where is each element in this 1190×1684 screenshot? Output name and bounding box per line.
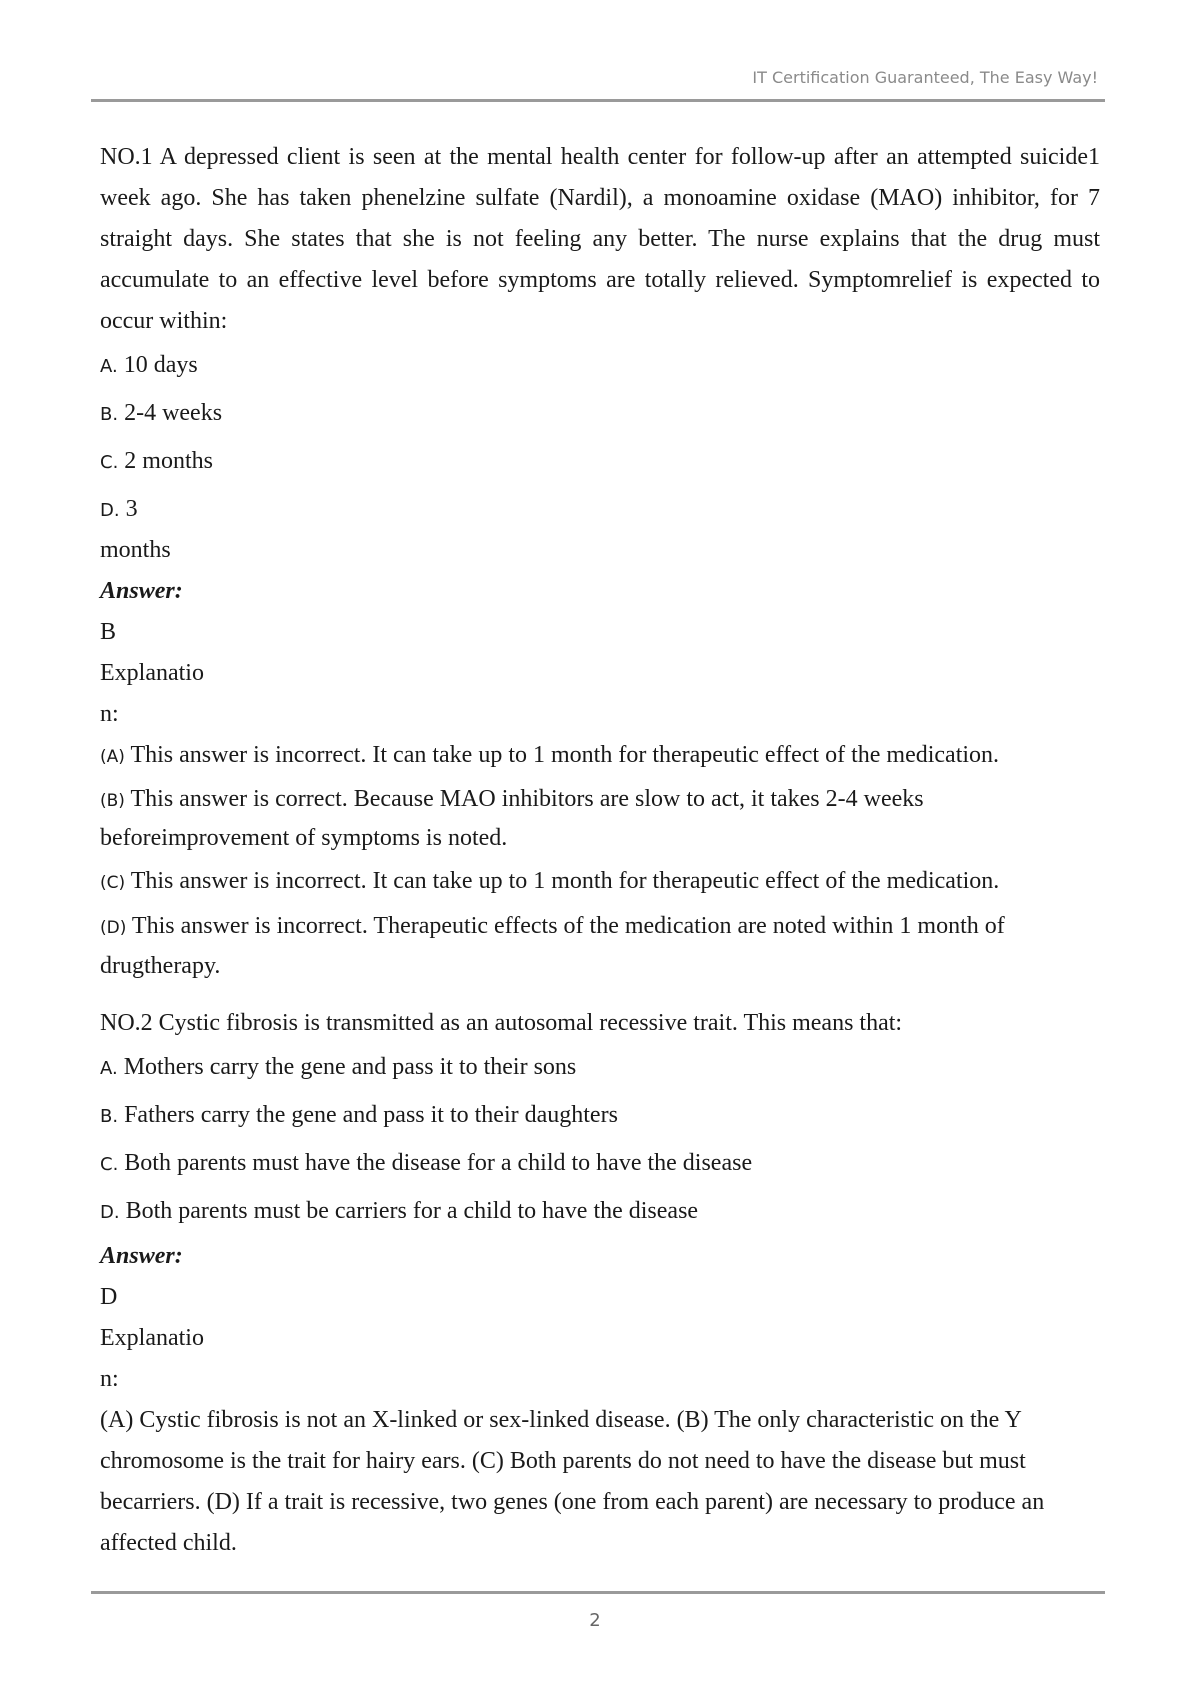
option-text: Both parents must have the disease for a child to have the disease — [118, 1150, 753, 1176]
question-1-option-d-continued: months — [100, 537, 171, 563]
question-1-explanation-label: Explanatio — [100, 660, 204, 686]
question-2-answer: D — [100, 1284, 118, 1310]
question-1-option-a — [100, 342, 1100, 390]
option-letter: C. — [100, 1154, 119, 1175]
question-1 — [100, 137, 1100, 985]
explanation-text: This answer is correct. Because MAO inhibitors are slow to act, it takes 2-4 weeks beforeimprovement of symptoms is noted. — [100, 786, 924, 851]
question-2-option-d — [100, 1188, 1100, 1236]
option-text: 2 months — [118, 448, 213, 474]
option-letter: B. — [100, 404, 119, 425]
explanation-tag: (D) — [100, 918, 127, 938]
question-1-stem: NO.1 A depressed client is seen at the mental health center for follow-up after an attempted suicide1 week ago. She has taken phenelzine sulfate (Nardil), a monoamine oxidase (MAO) inhibitor, for 7 straight days. She states that she is not feeling any better. The nurse explains that the drug must accumulate to an effective level before symptoms are totally relieved. Symptomrelief is expected to occur within: — [100, 144, 1100, 334]
explanation-text: This answer is incorrect. It can take up to 1 month for therapeutic effect of the medication. — [125, 868, 1000, 894]
option-text: 10 days — [117, 352, 198, 378]
header-divider — [91, 99, 1105, 102]
page-content — [100, 137, 1100, 1564]
question-1-option-c — [100, 438, 1100, 486]
question-1-explanation-b — [100, 781, 1100, 857]
question-2-option-a — [100, 1044, 1100, 1092]
question-2-option-c — [100, 1140, 1100, 1188]
option-text: Fathers carry the gene and pass it to their daughters — [118, 1102, 618, 1128]
header-tagline: IT Certification Guaranteed, The Easy Way! — [752, 68, 1098, 87]
question-2-stem: NO.2 Cystic fibrosis is transmitted as an autosomal recessive trait. This means that: — [100, 1010, 903, 1036]
explanation-tag: (B) — [100, 791, 125, 811]
question-2 — [100, 1003, 1100, 1564]
explanation-text: This answer is incorrect. It can take up to 1 month for therapeutic effect of the medication. — [124, 742, 1000, 768]
question-1-explanation-d — [100, 907, 1100, 985]
question-1-option-b — [100, 390, 1100, 438]
option-letter: C. — [100, 452, 119, 473]
option-letter: A. — [100, 1058, 118, 1079]
option-letter: D. — [100, 1202, 120, 1223]
question-2-answer-label: Answer: — [100, 1243, 183, 1269]
question-spacer — [100, 985, 1100, 1003]
question-1-explanation-label-cont: n: — [100, 701, 119, 727]
question-1-option-d — [100, 490, 1100, 530]
option-letter: D. — [100, 500, 120, 521]
explanation-tag: (A) — [100, 747, 125, 767]
question-1-explanation-c — [100, 861, 1100, 903]
question-2-option-b — [100, 1092, 1100, 1140]
question-2-explanation: (A) Cystic fibrosis is not an X-linked or sex-linked disease. (B) The only characteristic on the Y chromosome is the trait for hairy ears. (C) Both parents do not need to have the disease but must becarriers. (D) If a trait is recessive, two genes (one from each parent) are necessary to produce an affected child. — [100, 1407, 1045, 1556]
footer-divider — [91, 1591, 1105, 1594]
question-1-answer-label: Answer: — [100, 578, 183, 604]
question-1-answer: B — [100, 619, 117, 645]
page-number: 2 — [589, 1610, 601, 1631]
question-1-explanation-a — [100, 735, 1100, 777]
option-text: 2-4 weeks — [118, 400, 223, 426]
option-letter: B. — [100, 1106, 119, 1127]
explanation-text: This answer is incorrect. Therapeutic effects of the medication are noted within 1 month of drugtherapy. — [100, 913, 1005, 979]
option-text: Both parents must be carriers for a child to have the disease — [119, 1198, 699, 1224]
option-text: 3 — [119, 496, 138, 522]
question-2-explanation-label-cont: n: — [100, 1366, 119, 1392]
option-text: Mothers carry the gene and pass it to their sons — [117, 1054, 577, 1080]
explanation-tag: (C) — [100, 873, 126, 893]
question-2-explanation-label: Explanatio — [100, 1325, 204, 1351]
option-letter: A. — [100, 356, 118, 377]
